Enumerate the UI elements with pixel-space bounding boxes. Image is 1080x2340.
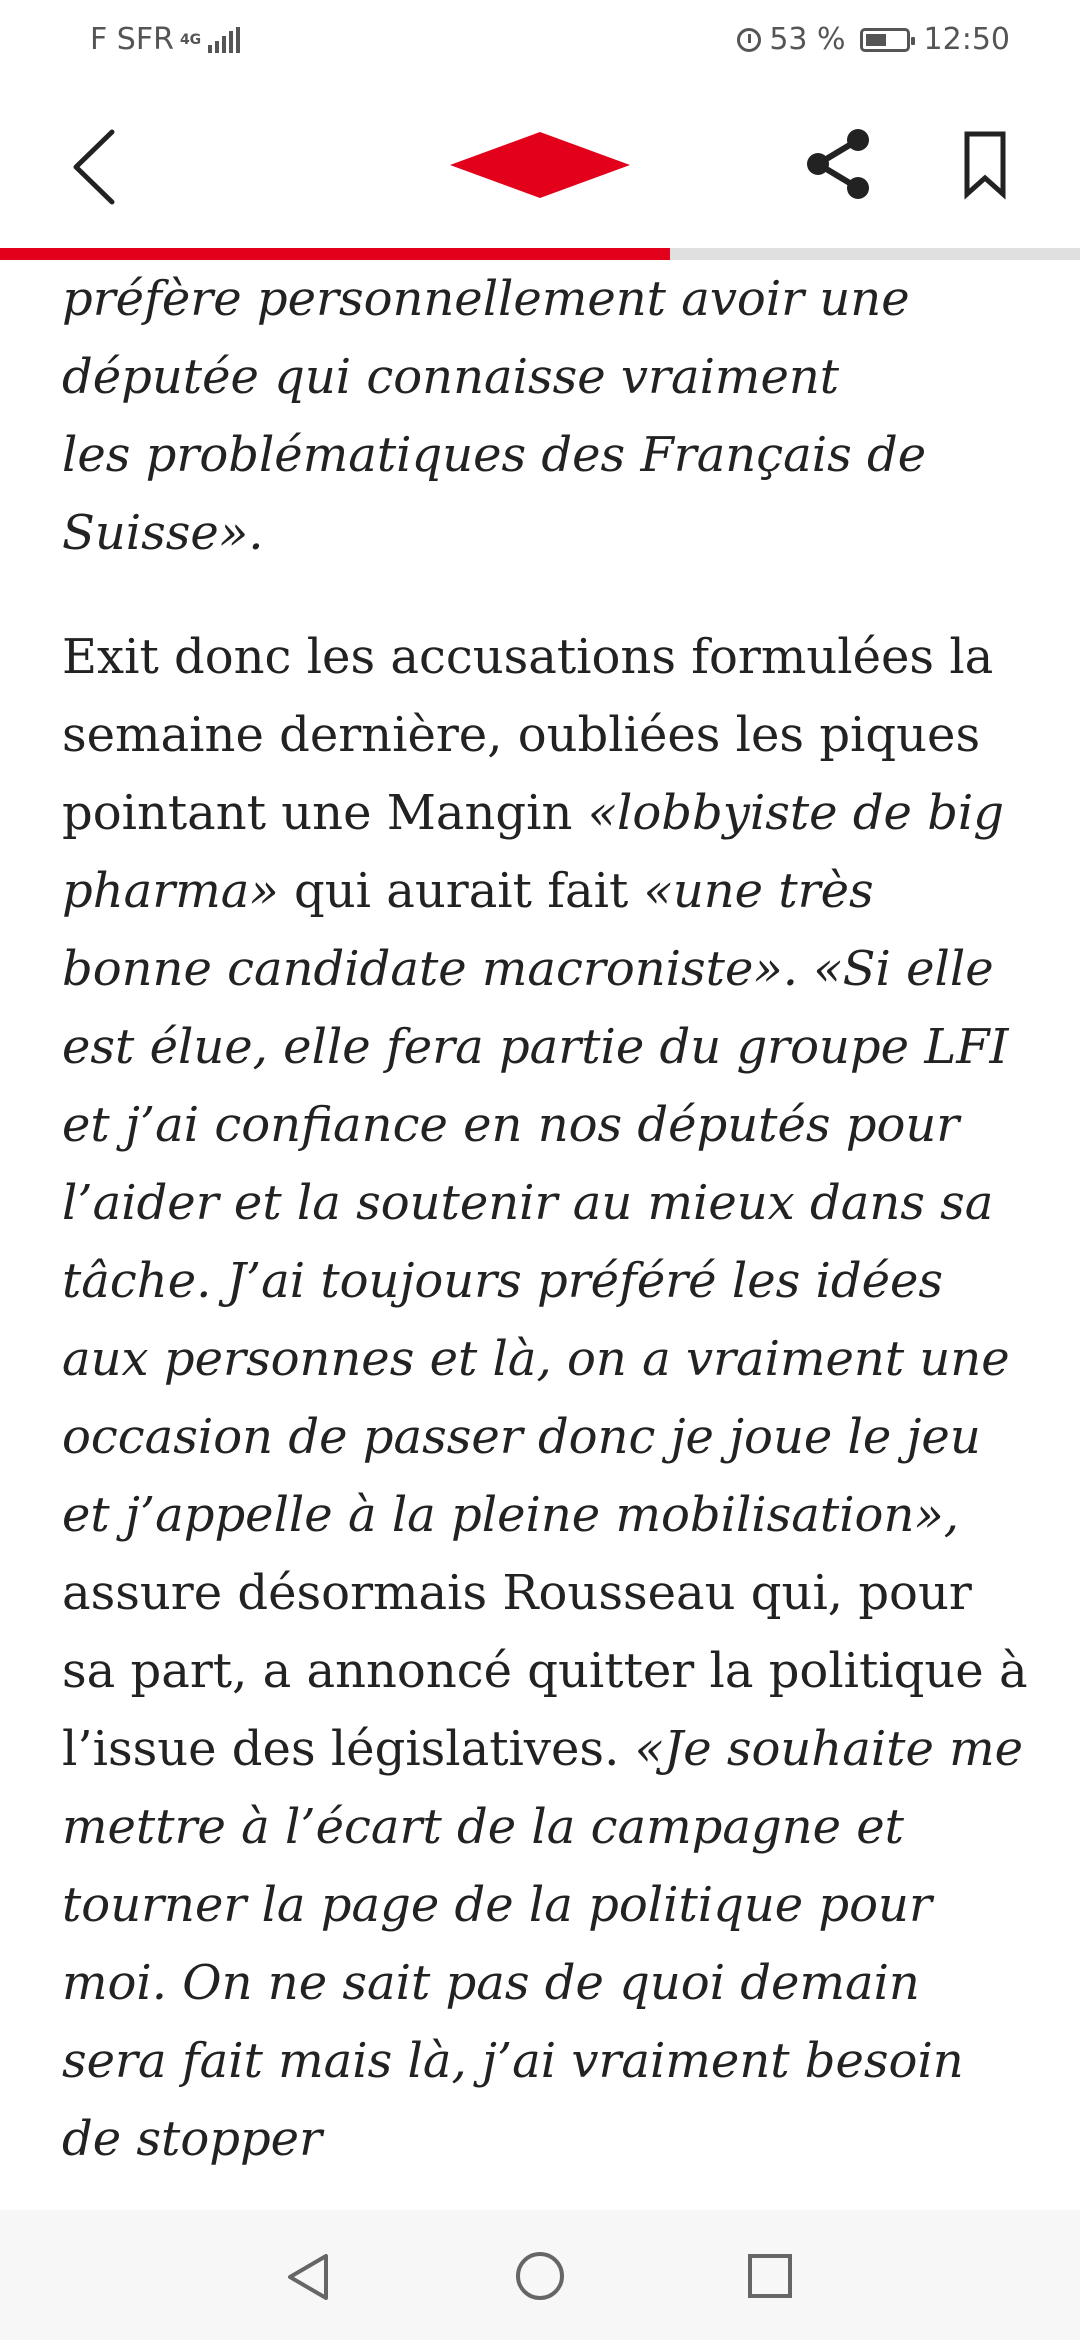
- quote-line: Suisse».: [62, 505, 264, 561]
- paragraph-text: Exit donc les accusations formulées la semaine dernière, oubliées les piques pointant une Mangin: [62, 629, 994, 841]
- back-button[interactable]: [60, 122, 140, 212]
- carrier-group: [90, 22, 240, 57]
- battery-level: [866, 34, 886, 46]
- paragraph-text: assure désormais Rousseau qui, pour sa part, a annoncé quitter la politique à l’issue des législatives.: [62, 1565, 1028, 1777]
- quoted-text: «une très bonne candidate macroniste». «Si elle est élue, elle fera partie du groupe LFI et j’ai confiance en nos députés pour l’aider et la soutenir au mieux dans sa tâche. J’ai toujours préféré les idées aux personnes et là, on a vraiment une occasion de passer donc je joue le jeu et j’appelle à la pleine mobilisation»,: [62, 863, 1010, 1543]
- paragraph-text: qui aurait fait: [278, 863, 644, 919]
- system-nav-bar: [0, 2210, 1080, 2340]
- chevron-left-icon: [60, 122, 140, 212]
- signal-icon: [205, 27, 240, 53]
- nav-home-button[interactable]: [514, 2250, 566, 2302]
- circle-home-icon: [514, 2250, 566, 2302]
- nav-back-button[interactable]: [282, 2250, 334, 2304]
- bookmark-button[interactable]: [955, 126, 1015, 206]
- reading-progress-fill: [0, 248, 670, 260]
- battery-percent: 53 %: [769, 22, 846, 57]
- quote-line: députée qui connaisse vraiment: [62, 349, 840, 405]
- red-diamond-logo: [450, 132, 630, 198]
- quoted-text: «lobbyiste de big pharma»: [62, 785, 1005, 919]
- status-bar: [0, 0, 1080, 82]
- app-header: [0, 82, 1080, 248]
- triangle-back-icon: [282, 2250, 334, 2304]
- share-icon: [800, 124, 876, 204]
- bookmark-icon: [955, 126, 1015, 206]
- quoted-text: «Je souhaite me mettre à l’écart de la campagne et tourner la page de la politique pour moi. On ne sait pas de quoi demain sera fait mais là, j’ai vraiment besoin de stopper: [62, 1721, 1024, 2167]
- quote-line: préfère personnellement avoir une: [62, 271, 910, 327]
- carrier-name: F SFR: [90, 22, 174, 57]
- square-recents-icon: [746, 2252, 794, 2300]
- network-type: 4G: [179, 31, 202, 48]
- battery-icon: [860, 28, 910, 52]
- clock: 12:50: [923, 22, 1010, 57]
- status-right-group: [737, 22, 1010, 57]
- share-button[interactable]: [800, 124, 876, 204]
- alarm-icon: [737, 28, 761, 52]
- quote-line: les problématiques des Français de: [62, 427, 927, 483]
- article-paragraph: [62, 618, 1032, 2178]
- article-body: [62, 260, 1032, 2178]
- reading-progress-bar: [0, 248, 1080, 260]
- nav-recents-button[interactable]: [746, 2252, 794, 2300]
- logo-button[interactable]: [450, 132, 630, 198]
